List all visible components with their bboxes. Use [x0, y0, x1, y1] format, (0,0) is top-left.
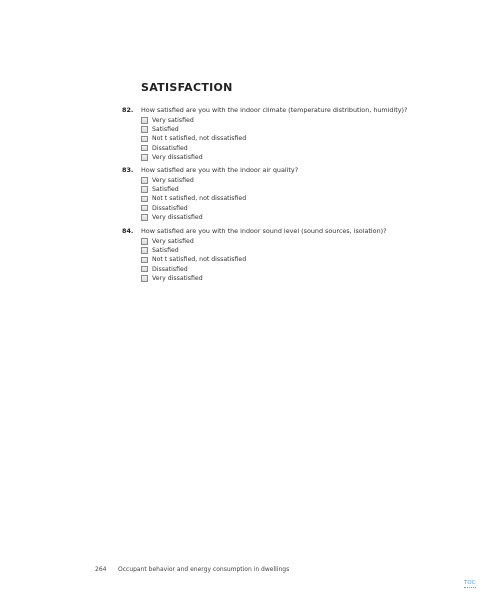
checkbox[interactable] [141, 214, 148, 221]
option-list [141, 237, 452, 283]
option-neutral[interactable] [141, 134, 452, 143]
option-label: Very dissatisfied [152, 213, 203, 221]
option-label: Very dissatisfied [152, 153, 203, 161]
checkbox[interactable] [141, 266, 148, 273]
option-very-satisfied[interactable] [141, 116, 452, 125]
checkbox[interactable] [141, 186, 148, 193]
question-text: How satisfied are you with the indoor sound level (sound sources, isolation)? [141, 227, 387, 235]
option-dissatisfied[interactable] [141, 204, 452, 213]
option-very-dissatisfied[interactable] [141, 274, 452, 283]
checkbox[interactable] [141, 275, 148, 282]
option-label: Not t satisfied, not dissatisfied [152, 135, 247, 143]
option-dissatisfied[interactable] [141, 265, 452, 274]
checkbox[interactable] [141, 257, 148, 264]
option-label: Satisfied [152, 247, 179, 255]
checkbox[interactable] [141, 238, 148, 245]
checkbox[interactable] [141, 145, 148, 152]
option-very-dissatisfied[interactable] [141, 153, 452, 162]
option-label: Not t satisfied, not dissatisfied [152, 256, 247, 264]
checkbox[interactable] [141, 154, 148, 161]
option-label: Not t satisfied, not dissatisfied [152, 195, 247, 203]
option-satisfied[interactable] [141, 246, 452, 255]
option-satisfied[interactable] [141, 125, 452, 134]
toc-link[interactable]: TOC [464, 580, 476, 586]
option-label: Very satisfied [152, 117, 194, 125]
question-83 [122, 165, 452, 222]
question-82 [122, 105, 452, 162]
page-footer [0, 566, 486, 578]
checkbox[interactable] [141, 205, 148, 212]
option-label: Dissatisfied [152, 144, 188, 152]
option-neutral[interactable] [141, 255, 452, 264]
checkbox[interactable] [141, 117, 148, 124]
option-label: Very dissatisfied [152, 274, 203, 282]
option-label: Satisfied [152, 126, 179, 134]
page-title: SATISFACTION [141, 81, 233, 94]
option-label: Very satisfied [152, 238, 194, 246]
question-number: 84. [122, 227, 134, 235]
option-dissatisfied[interactable] [141, 144, 452, 153]
question-text: How satisfied are you with the indoor air quality? [141, 166, 299, 174]
option-list [141, 116, 452, 162]
checkbox[interactable] [141, 196, 148, 203]
option-very-satisfied[interactable] [141, 176, 452, 185]
question-84 [122, 226, 452, 283]
checkbox[interactable] [141, 177, 148, 184]
footer-title: Occupant behavior and energy consumption in dwellings [118, 566, 290, 573]
checkbox[interactable] [141, 247, 148, 254]
question-number: 82. [122, 106, 134, 114]
option-very-dissatisfied[interactable] [141, 213, 452, 222]
checkbox[interactable] [141, 126, 148, 133]
option-label: Dissatisfied [152, 265, 188, 273]
option-very-satisfied[interactable] [141, 237, 452, 246]
page-number: 264 [95, 566, 107, 573]
option-label: Satisfied [152, 186, 179, 194]
option-label: Very satisfied [152, 177, 194, 185]
question-number: 83. [122, 166, 134, 174]
question-text: How satisfied are you with the indoor climate (temperature distribution, humidity)? [141, 106, 408, 114]
checkbox[interactable] [141, 136, 148, 143]
option-list [141, 176, 452, 222]
option-satisfied[interactable] [141, 185, 452, 194]
option-label: Dissatisfied [152, 204, 188, 212]
option-neutral[interactable] [141, 194, 452, 203]
